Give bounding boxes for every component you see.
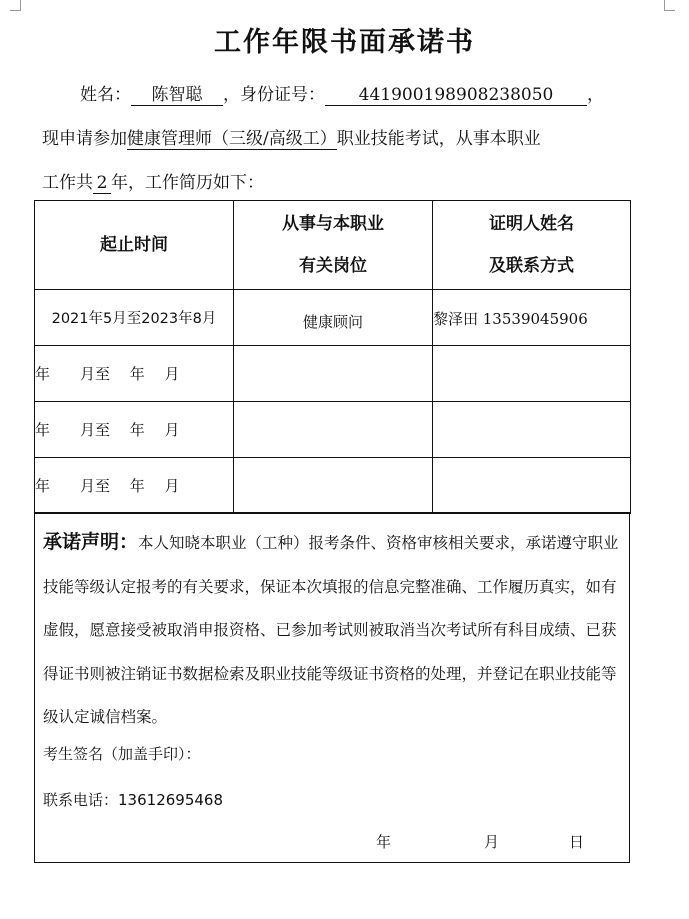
declaration-paragraph bbox=[43, 521, 625, 740]
id-value: 441900198908238050 bbox=[325, 86, 587, 106]
id-label: ，身份证号： bbox=[223, 85, 325, 105]
line2-suffix: 职业技能考试，从事本职业 bbox=[336, 129, 541, 149]
table-row bbox=[35, 402, 631, 458]
row-contact bbox=[433, 402, 631, 458]
table-row bbox=[35, 458, 631, 514]
intro-line-1 bbox=[80, 80, 604, 106]
years-value: 2 bbox=[93, 174, 111, 194]
header-position-line-2: 有关岗位 bbox=[299, 256, 367, 276]
row-period: 2021年5月至2023年8月 bbox=[35, 290, 234, 346]
table-row bbox=[35, 346, 631, 402]
page-corner-mark bbox=[10, 0, 21, 11]
header-contact bbox=[433, 201, 631, 290]
line2-prefix: 现申请参加 bbox=[42, 129, 127, 149]
line1-end: ， bbox=[587, 85, 604, 105]
table-row bbox=[35, 290, 631, 346]
declaration-text: 本人知晓本职业（工种）报考条件、资格审核相关要求，承诺遵守职业技能等级认定报考的有关要求，保证本次填报的信息完整准确、工作履历真实，如有虚假，愿意接受被取消申报资格、已参加考试则被取消当次考试所有科目成绩、已获得证书则被注销证书数据检索及职业技能等级证书资格的处理，并登记在职业技能等级认定诚信档案。 bbox=[43, 534, 619, 726]
header-position-line-1: 从事与本职业 bbox=[282, 214, 384, 234]
phone-line bbox=[43, 789, 223, 810]
header-contact-line-1: 证明人姓名 bbox=[489, 214, 574, 234]
header-position bbox=[234, 201, 433, 290]
row-position bbox=[234, 402, 433, 458]
line3-prefix: 工作共 bbox=[42, 173, 93, 193]
row-period: 年 月至 年 月 bbox=[35, 458, 234, 514]
date-month: 月 bbox=[484, 833, 500, 851]
row-contact: 黎泽田 13539045906 bbox=[433, 290, 631, 346]
row-position bbox=[234, 458, 433, 514]
row-position: 健康顾问 bbox=[234, 290, 433, 346]
name-label: 姓名： bbox=[80, 85, 131, 105]
line3-suffix: 年，工作简历如下： bbox=[111, 173, 264, 193]
row-period: 年 月至 年 月 bbox=[35, 402, 234, 458]
document-title: 工作年限书面承诺书 bbox=[214, 27, 475, 58]
phone-value: 13612695468 bbox=[118, 791, 223, 809]
date-year: 年 bbox=[376, 833, 392, 851]
declaration-box bbox=[34, 512, 630, 863]
header-period: 起止时间 bbox=[35, 201, 234, 290]
table-header-row bbox=[35, 201, 631, 290]
date-day: 日 bbox=[569, 833, 585, 851]
page-corner-mark bbox=[664, 0, 675, 11]
phone-label: 联系电话： bbox=[43, 791, 119, 809]
row-contact bbox=[433, 346, 631, 402]
header-contact-line-2: 及联系方式 bbox=[489, 256, 574, 276]
work-history-table bbox=[34, 200, 631, 514]
row-contact bbox=[433, 458, 631, 514]
name-value: 陈智聪 bbox=[131, 86, 223, 106]
declaration-label: 承诺声明： bbox=[43, 531, 139, 553]
row-position bbox=[234, 346, 433, 402]
row-period: 年 月至 年 月 bbox=[35, 346, 234, 402]
intro-line-2 bbox=[42, 124, 541, 149]
exam-name: 健康管理师（三级/高级工） bbox=[127, 129, 337, 149]
signature-label: 考生签名（加盖手印）： bbox=[43, 745, 201, 763]
intro-line-3 bbox=[42, 168, 264, 194]
